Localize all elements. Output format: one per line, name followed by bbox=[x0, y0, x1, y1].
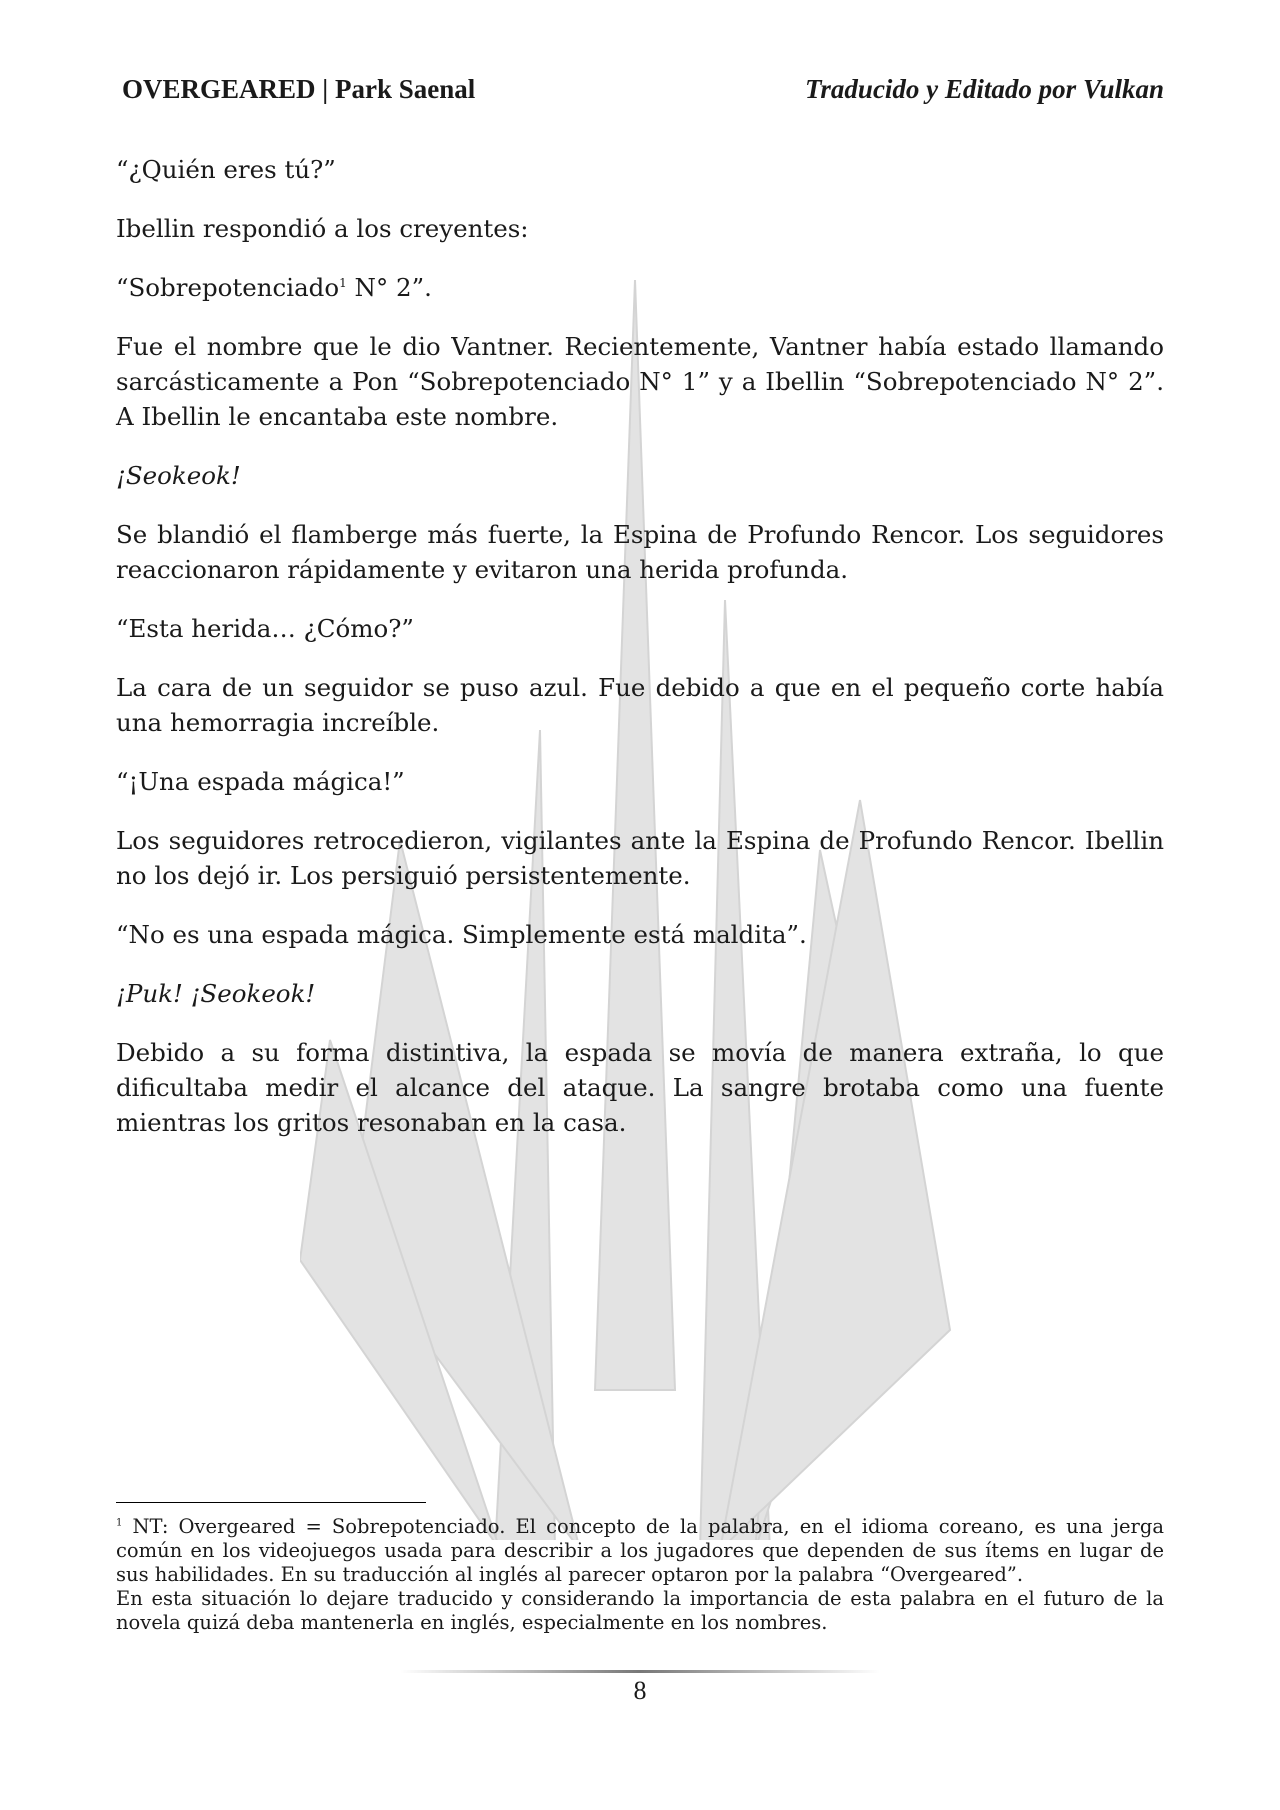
paragraph: Ibellin respondió a los creyentes: bbox=[116, 214, 529, 243]
footer-divider bbox=[400, 1670, 880, 1673]
sound-effect: ¡Puk! ¡Seokeok! bbox=[116, 979, 316, 1008]
paragraph-text: N° 2”. bbox=[346, 273, 432, 302]
footnote-marker: 1 bbox=[116, 1517, 123, 1529]
page-number: 8 bbox=[633, 1676, 647, 1705]
footnote bbox=[116, 1515, 1164, 1635]
footnote-line bbox=[116, 1515, 1164, 1587]
header-translator-credit: Traducido y Editado por Vulkan bbox=[804, 74, 1164, 104]
footnote-reference[interactable]: 1 bbox=[339, 275, 347, 290]
paragraph: Los seguidores retrocedieron, vigilantes ante la Espina de Profundo Rencor. Ibellin no los dejó ir. Los persiguió persistentemente. bbox=[116, 826, 1164, 890]
paragraph: “¿Quién eres tú?” bbox=[116, 155, 336, 184]
page-header bbox=[122, 74, 1164, 114]
paragraph: “Esta herida… ¿Cómo?” bbox=[116, 614, 414, 643]
header-book-title: OVERGEARED | Park Saenal bbox=[122, 74, 476, 104]
footnote-separator bbox=[116, 1502, 426, 1503]
paragraph: “¡Una espada mágica!” bbox=[116, 767, 405, 796]
paragraph bbox=[116, 270, 1164, 305]
body-text bbox=[116, 152, 1164, 1164]
sound-effect: ¡Seokeok! bbox=[116, 461, 241, 490]
paragraph: Fue el nombre que le dio Vantner. Recientemente, Vantner había estado llamando sarcásticamente a Pon “Sobrepotenciado N° 1” y a Ibellin “Sobrepotenciado N° 2”. A Ibellin le encantaba este nombre. bbox=[116, 332, 1164, 431]
paragraph: La cara de un seguidor se puso azul. Fue debido a que en el pequeño corte había una hemorragia increíble. bbox=[116, 673, 1164, 737]
paragraph-text: “Sobrepotenciado bbox=[116, 273, 340, 302]
footnote-text: NT: Overgeared = Sobrepotenciado. El concepto de la palabra, en el idioma coreano, es una jerga común en los videojuegos usada para describir a los jugadores que dependen de sus ítems en lugar de sus habilidades. En su traducción al inglés al parecer optaron por la palabra “Overgeared”. bbox=[116, 1515, 1164, 1586]
paragraph: “No es una espada mágica. Simplemente está maldita”. bbox=[116, 920, 807, 949]
paragraph: Se blandió el flamberge más fuerte, la Espina de Profundo Rencor. Los seguidores reaccionaron rápidamente y evitaron una herida profunda. bbox=[116, 520, 1164, 584]
footnote-line: En esta situación lo dejare traducido y considerando la importancia de esta palabra en el futuro de la novela quizá deba mantenerla en inglés, especialmente en los nombres. bbox=[116, 1587, 1164, 1634]
paragraph: Debido a su forma distintiva, la espada se movía de manera extraña, lo que dificultaba medir el alcance del ataque. La sangre brotaba como una fuente mientras los gritos resonaban en la casa. bbox=[116, 1038, 1164, 1137]
